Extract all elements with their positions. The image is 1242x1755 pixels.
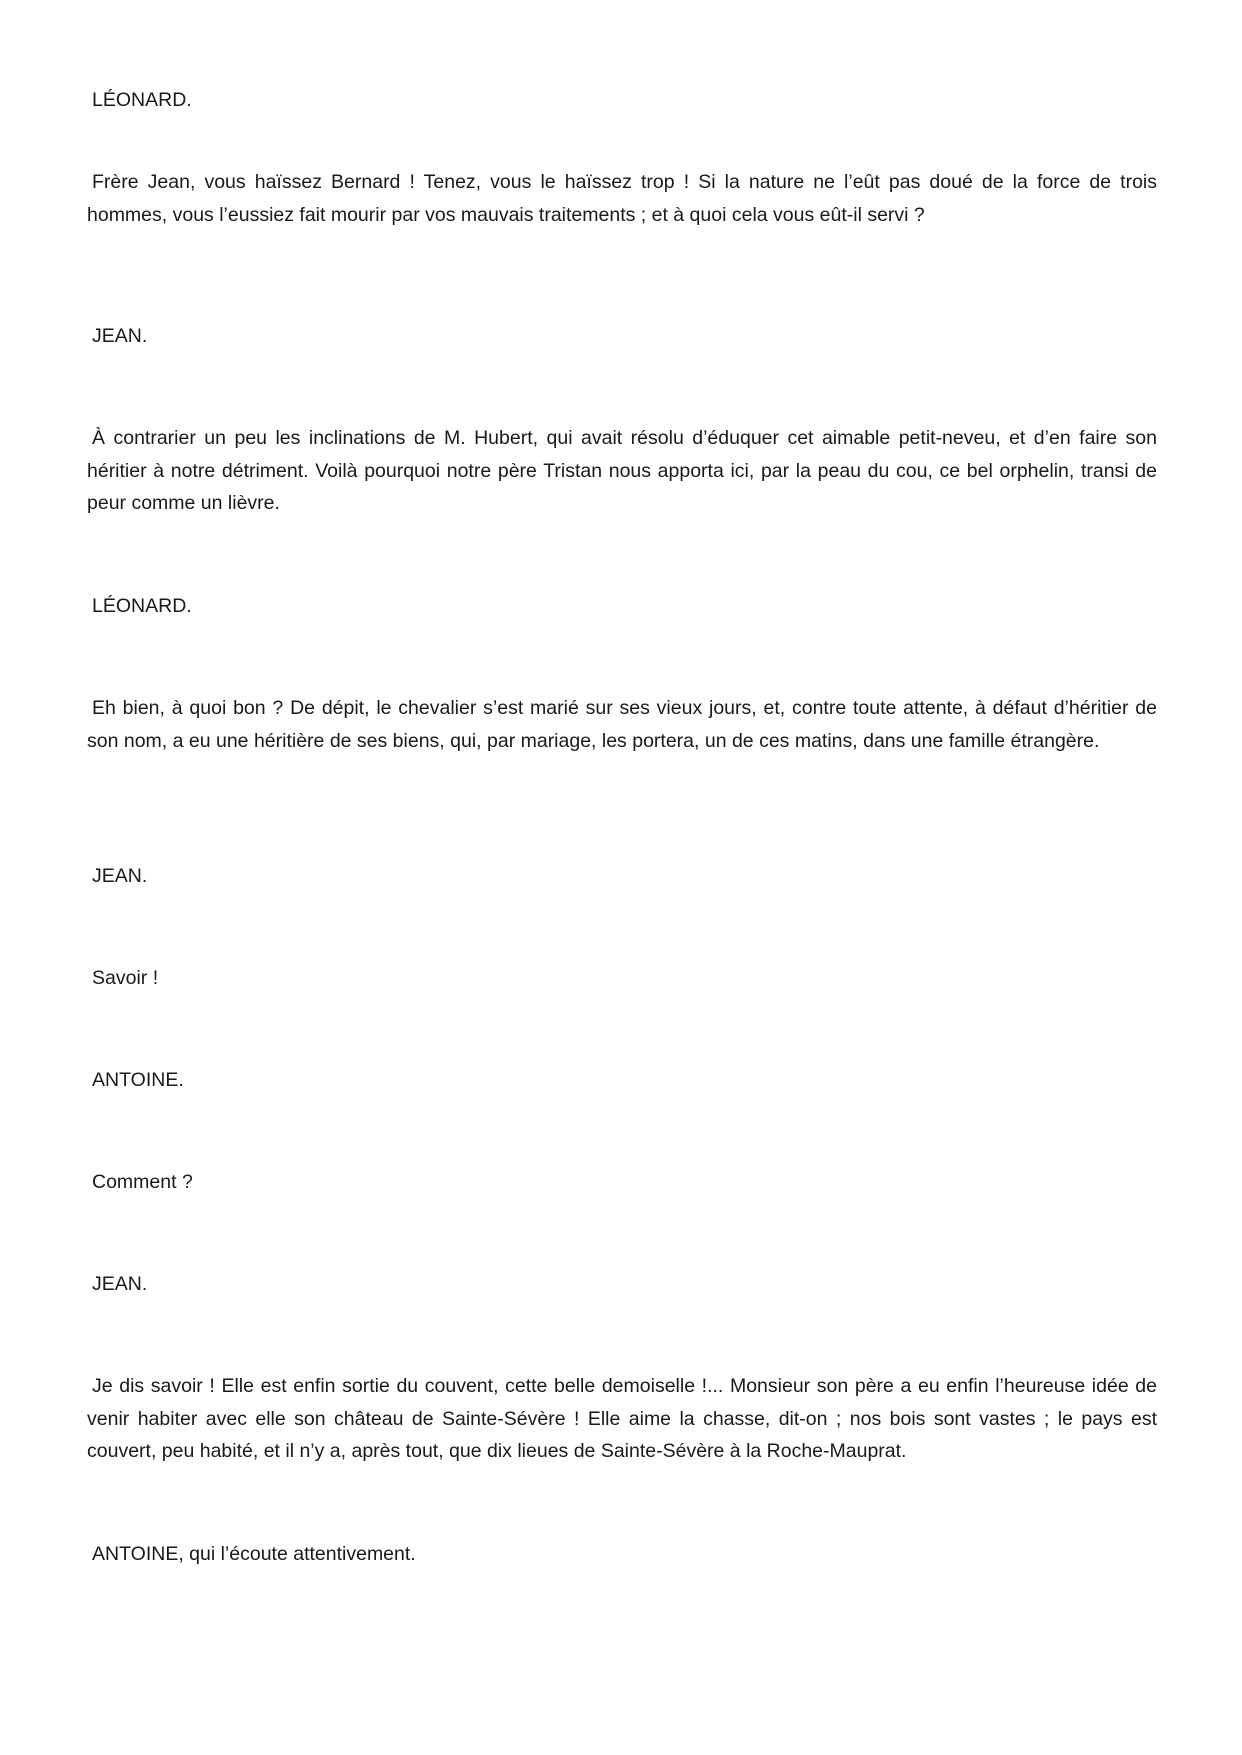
speaker-jean: JEAN.: [92, 325, 148, 347]
dialogue-line: Je dis savoir ! Elle est enfin sortie du couvent, cette belle demoiselle !... Monsieur son père a eu enfin l’heureuse idée de venir habiter avec elle son château de Sainte-Sévère ! Elle aime la chasse, dit-on ; nos bois sont vastes ; le pays est couvert, peu habité, et il n’y a, après tout, que dix lieues de Sainte-Sévère à la Roche-Mauprat.: [87, 1375, 1157, 1462]
speaker-jean: JEAN.: [92, 1273, 148, 1295]
dialogue-line: À contrarier un peu les inclinations de M. Hubert, qui avait résolu d’éduquer cet aimable petit-neveu, et d’en faire son héritier à notre détriment. Voilà pourquoi notre père Tristan nous apporta ici, par la peau du cou, ce bel orphelin, transi de peur comme un lièvre.: [87, 427, 1157, 514]
dialogue-line: Comment ?: [92, 1171, 193, 1193]
speaker-leonard: LÉONARD.: [92, 595, 192, 617]
dialogue-line: Savoir !: [92, 967, 159, 989]
dialogue-line: Eh bien, à quoi bon ? De dépit, le chevalier s’est marié sur ses vieux jours, et, contre toute attente, à défaut d’héritier de son nom, a eu une héritière de ses biens, qui, par mariage, les portera, un de ces matins, dans une famille étrangère.: [87, 697, 1157, 752]
speaker-antoine: ANTOINE.: [92, 1069, 184, 1091]
speaker-leonard: LÉONARD.: [92, 89, 192, 111]
speaker-jean: JEAN.: [92, 865, 148, 887]
dialogue-line: Frère Jean, vous haïssez Bernard ! Tenez, vous le haïssez trop ! Si la nature ne l’eût pas doué de la force de trois hommes, vous l’eussiez fait mourir par vos mauvais traitements ; et à quoi cela vous eût-il servi ?: [87, 171, 1157, 226]
speaker-antoine: ANTOINE, qui l’écoute attentivement.: [92, 1543, 416, 1565]
